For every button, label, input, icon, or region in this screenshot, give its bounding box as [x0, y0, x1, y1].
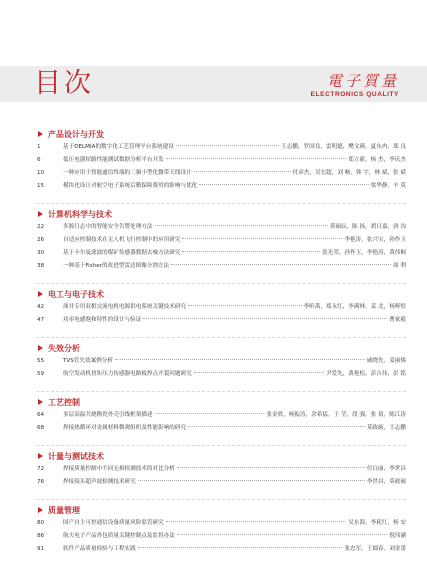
- entry-page-number: 59: [37, 371, 45, 377]
- entry-title: 多源日志中的智能安全告警处理方法: [63, 224, 153, 230]
- toc-entry[interactable]: [36, 302, 406, 314]
- journal-logo-cn: 電子質量: [326, 72, 399, 90]
- entry-authors: 曹家毅: [389, 317, 406, 323]
- dot-leader: [199, 184, 368, 185]
- toc-entry[interactable]: [36, 315, 406, 327]
- section-title: 计算机科学与技术: [48, 209, 112, 219]
- entry-authors: 付彦杰，吴宏超，刘 畅，韩 宇，林 斌，张 斌: [292, 170, 406, 176]
- entry-title: 自适应控制技术在无人机飞行控制中的应用研究: [63, 237, 181, 243]
- triangle-bullet-icon: [38, 453, 43, 459]
- entry-title: 航天电子产品外包质量关键控制点及监督办法: [63, 533, 175, 539]
- dot-leader: [155, 225, 328, 226]
- entry-page-number: 42: [37, 304, 45, 310]
- entry-page-number: 72: [37, 466, 45, 472]
- dot-leader: [143, 318, 387, 319]
- section-header: [36, 499, 406, 517]
- section-header: [36, 337, 406, 355]
- toc-entry[interactable]: [36, 181, 406, 193]
- toc-entry[interactable]: [36, 222, 406, 234]
- section-header: [36, 203, 406, 221]
- toc-section: [36, 124, 406, 193]
- entry-authors: 郑立新，杨 杰，李庆杰: [348, 157, 406, 163]
- dot-leader: [182, 251, 320, 252]
- dot-leader: [188, 305, 301, 306]
- dot-leader: [166, 158, 347, 159]
- entry-authors: 倪玮涵: [389, 533, 406, 539]
- dot-leader: [155, 413, 265, 414]
- toc-entry[interactable]: [36, 423, 406, 435]
- triangle-bullet-icon: [38, 291, 43, 297]
- toc-section: [36, 499, 406, 556]
- triangle-bullet-icon: [38, 211, 43, 217]
- toc-entry[interactable]: [36, 235, 406, 247]
- section-title: 计量与测试技术: [48, 451, 104, 461]
- toc-entry[interactable]: [36, 544, 406, 556]
- toc-entry[interactable]: [36, 518, 406, 530]
- dot-leader: [194, 171, 291, 172]
- section-title: 质量管理: [48, 505, 80, 515]
- table-of-contents: [36, 124, 406, 566]
- entry-authors: 莫政硕，王志鹏: [366, 425, 406, 431]
- entry-title: 航空发动机扭矩压力传感器电路板焊点开裂问题研究: [63, 371, 192, 377]
- dot-leader: [176, 145, 279, 146]
- toc-section: [36, 445, 406, 489]
- entry-page-number: 1: [37, 144, 41, 150]
- dot-leader: [138, 480, 365, 481]
- section-title: 工艺控制: [48, 397, 80, 407]
- entry-page-number: 55: [37, 358, 45, 364]
- entry-page-number: 22: [37, 224, 45, 230]
- journal-logo: [311, 74, 399, 98]
- entry-title: TVS管失效案例分析: [63, 358, 113, 364]
- entry-title: 一种应用于智能通信终端的三频小型化微带天线设计: [63, 170, 192, 176]
- entry-title: 一种基于Fisher的改进型雷达图像分割方法: [63, 263, 170, 269]
- toc-entry[interactable]: [36, 248, 406, 260]
- dot-leader: [177, 534, 387, 535]
- toc-entry[interactable]: [36, 477, 406, 489]
- entry-page-number: 86: [37, 533, 45, 539]
- entry-authors: 梁华静，辛 莫: [370, 183, 406, 189]
- section-header: [36, 283, 406, 301]
- toc-section: [36, 283, 406, 327]
- toc-entry[interactable]: [36, 356, 406, 368]
- dot-leader: [171, 264, 391, 265]
- entry-page-number: 68: [37, 425, 45, 431]
- section-title: 产品设计与开发: [48, 129, 104, 139]
- dot-leader: [138, 547, 343, 548]
- toc-section: [36, 337, 406, 381]
- dot-leader: [194, 372, 324, 373]
- dot-leader: [182, 238, 342, 239]
- toc-entry[interactable]: [36, 369, 406, 381]
- dot-leader: [177, 467, 365, 468]
- triangle-bullet-icon: [38, 399, 43, 405]
- entry-title: 焊接接头超声波检测技术研究: [63, 479, 136, 485]
- toc-section: [36, 391, 406, 435]
- entry-authors: 李昕禹，郑永红，李满林，姜 北，杨辉煌: [303, 304, 406, 310]
- entry-title: 多层高温共烧陶瓷外壳引线框架描述: [63, 412, 153, 418]
- section-title: 电工与电子技术: [48, 289, 104, 299]
- journal-logo-en: ELECTRONICS QUALITY: [310, 91, 399, 98]
- section-header: [36, 124, 406, 141]
- entry-page-number: 6: [37, 157, 41, 163]
- triangle-bullet-icon: [38, 507, 43, 513]
- entry-page-number: 47: [37, 317, 45, 323]
- entry-title: 国产自主可控通信设备质量风险监管研究: [63, 520, 164, 526]
- entry-title: 深井专用双相交流电机电源供电系统关键技术研究: [63, 304, 187, 310]
- entry-page-number: 30: [37, 250, 45, 256]
- entry-authors: 周 利: [393, 263, 406, 269]
- entry-authors: 张忠军，王圆春，刘金蕾: [344, 546, 406, 552]
- section-header: [36, 445, 406, 463]
- section-header: [36, 391, 406, 409]
- entry-title: 焊接质量控制中不同无损检测技术的对比分析: [63, 466, 175, 472]
- dot-leader: [166, 521, 347, 522]
- entry-page-number: 64: [37, 412, 45, 418]
- entry-authors: 尹爱先，黄艳松，彭吉伟，彭 铭: [325, 371, 406, 377]
- toc-entry[interactable]: [36, 531, 406, 543]
- entry-title: 基于卡尔曼滤波的煤矿传感器数据去噪方法研究: [63, 250, 181, 256]
- entry-page-number: 76: [37, 479, 45, 485]
- dot-leader: [188, 426, 365, 427]
- entry-title: 功率电感饱和特性的设计与验证: [63, 317, 142, 323]
- toc-entry[interactable]: [36, 168, 406, 180]
- entry-title: 低压电器短路性能测试数据分析平台开发: [63, 157, 164, 163]
- entry-page-number: 26: [37, 237, 45, 243]
- entry-title: 焊接热循环对金属材料微观组织及性能影响的研究: [63, 425, 187, 431]
- entry-title: 模块化设计对航空电子系统后勤保障费用的影响与优化: [63, 183, 198, 189]
- entry-authors: 黄硕辰，陈 扬，胡日嘉，唐 沟: [329, 224, 406, 230]
- toc-entry[interactable]: [36, 142, 406, 154]
- entry-page-number: 80: [37, 520, 45, 526]
- entry-page-number: 38: [37, 263, 45, 269]
- entry-authors: 李世昌，莫政硕: [366, 479, 406, 485]
- entry-authors: 张金欣，杨振涛，余希猛，于 莹，段 强，张 倩，陈江涛: [266, 412, 406, 418]
- entry-page-number: 10: [37, 170, 45, 176]
- entry-title: 软件产品质量检验与工程实践: [63, 546, 136, 552]
- entry-authors: 戚晓先，姜丽烯: [366, 358, 406, 364]
- dot-leader: [115, 359, 365, 360]
- toc-entry[interactable]: [36, 464, 406, 476]
- entry-authors: 李艳涛，张兴宝，孙作玉: [344, 237, 406, 243]
- toc-entry[interactable]: [36, 410, 406, 422]
- section-title: 失效分析: [48, 343, 80, 353]
- toc-entry[interactable]: [36, 155, 406, 167]
- entry-authors: 付白丽，李世昌: [366, 466, 406, 472]
- toc-section: [36, 203, 406, 273]
- entry-authors: 吴东海，李耗红，杨 安: [348, 520, 406, 526]
- triangle-bullet-icon: [38, 131, 43, 137]
- entry-authors: 王志鹏，罗国良，雷明德，樊文瑛，夏东冉，郑 良: [281, 144, 406, 150]
- triangle-bullet-icon: [38, 345, 43, 351]
- page-title: 目次: [34, 68, 94, 99]
- entry-page-number: 15: [37, 183, 45, 189]
- toc-entry[interactable]: [36, 261, 406, 273]
- entry-page-number: 91: [37, 546, 45, 552]
- entry-title: 基于DELMIA的数字化工艺管理平台系统建设: [63, 144, 174, 150]
- entry-authors: 张光荣，孙作玉，李艳涛，黄伟桐: [322, 250, 406, 256]
